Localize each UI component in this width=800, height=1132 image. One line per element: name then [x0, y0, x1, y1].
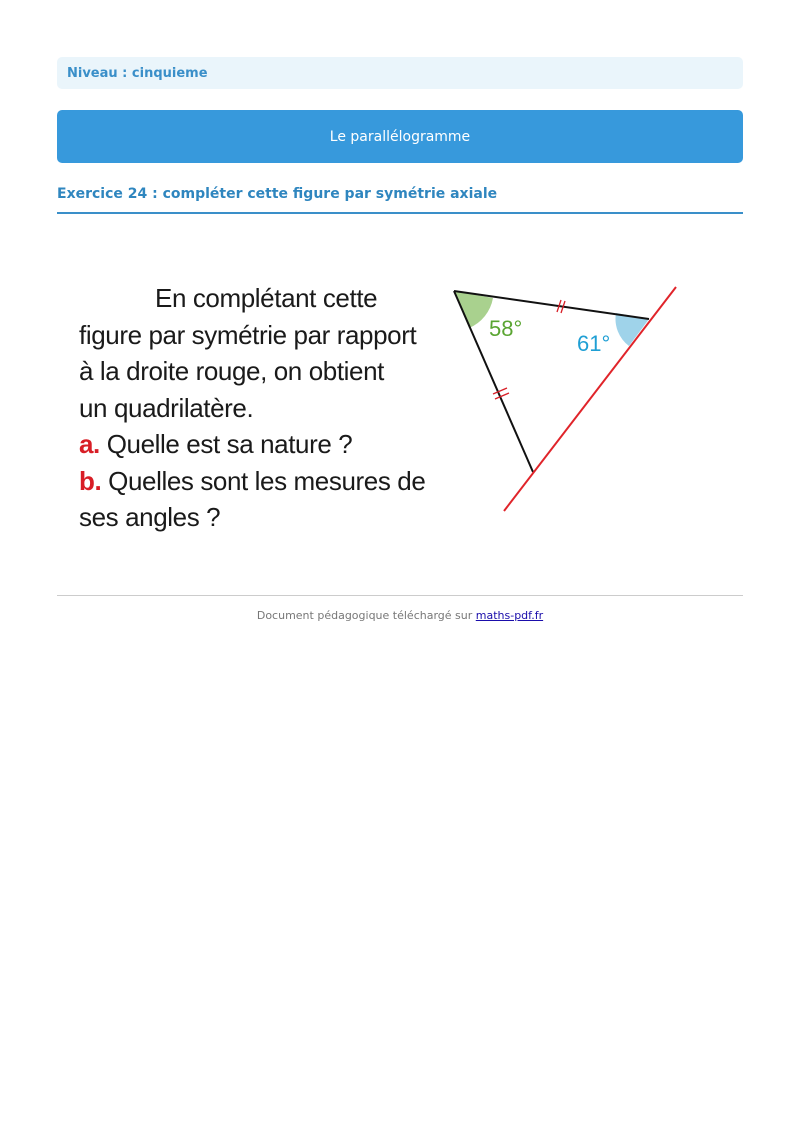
chapter-title: Le parallélogramme [329, 128, 471, 145]
question-b [79, 463, 431, 500]
statement-line: à la droite rouge, on obtient [79, 356, 384, 386]
angle-label-61: 61° [577, 331, 611, 356]
angle-label-58: 58° [489, 316, 523, 341]
exercise-statement [79, 280, 431, 536]
statement-line: un quadrilatère. [79, 392, 254, 423]
exercise-title: Exercice 24 : compléter cette figure par symétrie axiale [57, 186, 743, 214]
triangle-diagram [440, 270, 700, 530]
question-a [79, 426, 431, 463]
footer [57, 609, 743, 622]
statement-line: En complétant cette [155, 283, 378, 313]
symmetry-axis [504, 287, 676, 511]
footer-link[interactable]: maths-pdf.fr [475, 609, 544, 622]
question-b-text: Quelles sont les mesures de [101, 465, 426, 496]
question-b-label: b. [79, 465, 102, 496]
question-a-text: Quelle est sa nature ? [99, 429, 353, 459]
question-b-continued: ses angles ? [79, 502, 221, 532]
level-text: Niveau : cinquieme [67, 65, 208, 81]
statement-line: figure par symétrie par rapport [79, 319, 417, 350]
question-a-label: a. [79, 429, 100, 459]
chapter-banner [57, 110, 743, 163]
footer-divider [57, 595, 743, 596]
level-badge [57, 57, 743, 89]
triangle-figure [440, 270, 700, 530]
footer-text: Document pédagogique téléchargé sur [256, 609, 476, 622]
